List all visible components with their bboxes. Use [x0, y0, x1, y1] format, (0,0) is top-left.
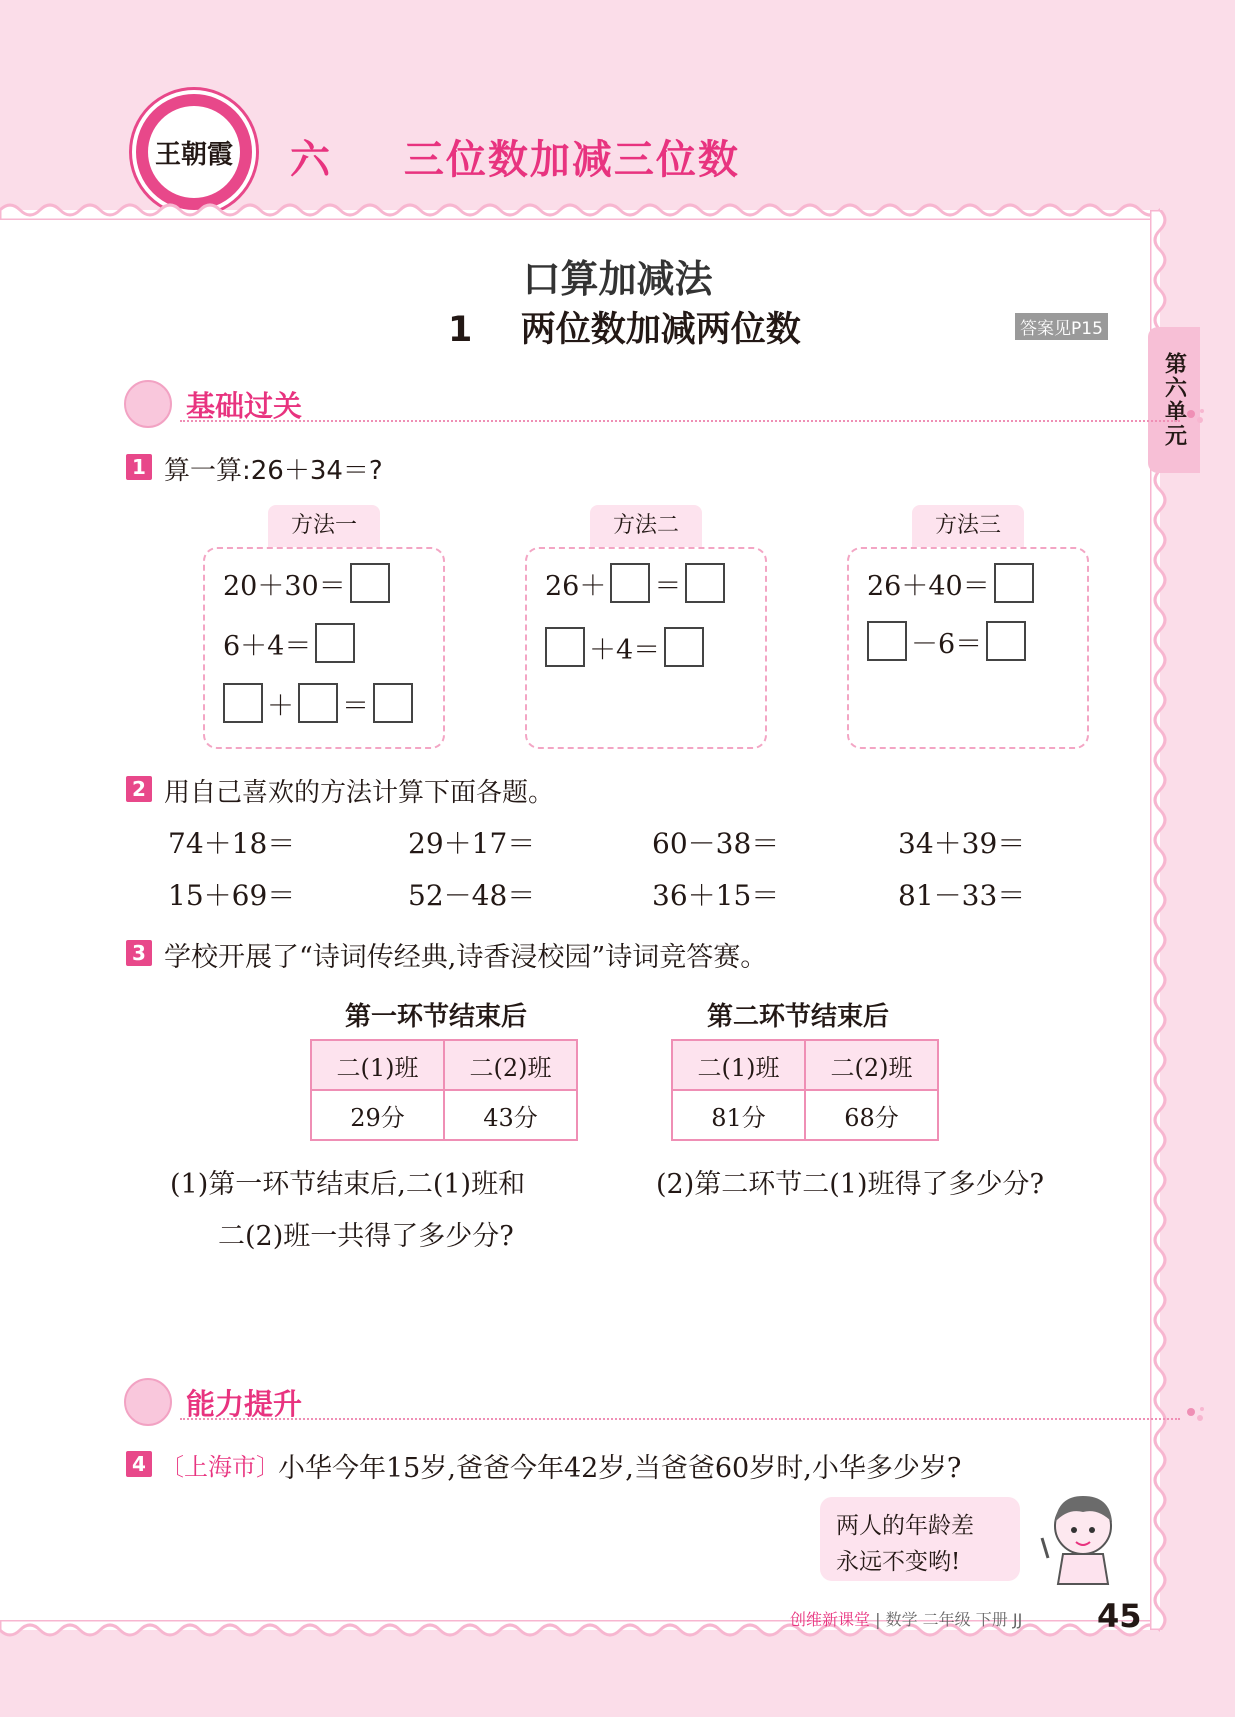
dots-decoration-icon	[1186, 1406, 1206, 1422]
equation-text: 26＋	[545, 570, 607, 602]
method-box	[847, 547, 1089, 749]
question-number: 2	[126, 776, 152, 802]
section-title: 能力提升	[186, 1387, 303, 1421]
lesson-name: 两位数加减两位数	[520, 310, 801, 350]
equation-text: ＝	[342, 690, 369, 722]
wave-border-top	[0, 196, 1160, 220]
equation	[867, 621, 1026, 661]
table-header: 二(2)班	[805, 1040, 938, 1090]
section-title: 基础过关	[186, 389, 303, 423]
practice-problem: 52－48＝	[408, 879, 536, 912]
section-header-basic	[124, 380, 1214, 424]
footer-brand: 创维新课堂	[790, 1610, 871, 1629]
answer-blank[interactable]	[373, 683, 413, 723]
practice-problem: 81－33＝	[898, 879, 1026, 912]
practice-problem: 36＋15＝	[652, 879, 780, 912]
unit-title	[290, 128, 740, 185]
score-table	[671, 1039, 939, 1141]
practice-problem: 15＋69＝	[168, 879, 296, 912]
answer-reference: 答案见P15	[1015, 313, 1108, 340]
equation-text: ＝	[654, 570, 682, 602]
hint-line: 永远不变哟!	[836, 1549, 961, 1575]
dots-decoration-icon	[1186, 408, 1206, 424]
dotted-divider	[180, 1418, 1180, 1420]
lesson-category: 口算加减法	[522, 257, 713, 301]
method-tab: 方法一	[268, 505, 380, 547]
practice-problem: 34＋39＝	[898, 827, 1026, 860]
equation-text: 6＋4＝	[223, 630, 312, 662]
table-cell: 43分	[444, 1090, 577, 1140]
answer-blank[interactable]	[350, 563, 390, 603]
answer-blank[interactable]	[223, 683, 263, 723]
method-box	[525, 547, 767, 749]
equation-text: ＋	[267, 690, 294, 722]
lesson-title	[448, 302, 801, 352]
question-text: 算一算:26＋34＝?	[164, 456, 383, 486]
logo-text: 王朝霞	[148, 106, 240, 198]
equation	[223, 683, 413, 723]
sub-question-1-cont: 二(2)班一共得了多少分?	[218, 1221, 514, 1252]
answer-blank[interactable]	[298, 683, 338, 723]
boy-character-icon	[1038, 1488, 1128, 1588]
unit-name: 三位数加减三位数	[403, 137, 740, 183]
answer-blank[interactable]	[685, 563, 725, 603]
table-cell: 68分	[805, 1090, 938, 1140]
lesson-number: 1	[448, 310, 473, 350]
practice-problem: 60－38＝	[652, 827, 780, 860]
equation	[545, 563, 725, 603]
unit-number: 六	[290, 137, 332, 183]
answer-blank[interactable]	[664, 627, 704, 667]
girl-avatar-icon	[124, 380, 172, 428]
score-table	[310, 1039, 578, 1141]
table-cell: 29分	[311, 1090, 444, 1140]
table-cell: 81分	[672, 1090, 805, 1140]
footer-meta: | 数学 二年级 下册 JJ	[875, 1610, 1023, 1629]
table-header: 二(2)班	[444, 1040, 577, 1090]
practice-problem: 29＋17＝	[408, 827, 536, 860]
table-caption: 第一环节结束后	[345, 1002, 528, 1032]
page-number: 45	[1097, 1597, 1142, 1635]
method-tab: 方法二	[590, 505, 702, 547]
equation-text: ＋4＝	[589, 634, 661, 666]
question-number: 1	[126, 454, 152, 480]
answer-blank[interactable]	[610, 563, 650, 603]
equation	[223, 623, 355, 663]
equation-text: －6＝	[911, 628, 983, 660]
table-header: 二(1)班	[672, 1040, 805, 1090]
equation	[223, 563, 390, 603]
question-number: 3	[126, 940, 152, 966]
question-text: 小华今年15岁,爸爸今年42岁,当爸爸60岁时,小华多少岁?	[278, 1453, 962, 1484]
equation	[867, 563, 1034, 603]
question-text: 用自己喜欢的方法计算下面各题。	[164, 778, 555, 808]
answer-blank[interactable]	[545, 627, 585, 667]
girl-avatar-icon	[124, 1378, 172, 1426]
equation-text: 20＋30＝	[223, 570, 346, 602]
question-number: 4	[126, 1451, 152, 1477]
table-header: 二(1)班	[311, 1040, 444, 1090]
answer-blank[interactable]	[986, 621, 1026, 661]
method-tab: 方法三	[912, 505, 1024, 547]
footer-info	[790, 1607, 1022, 1630]
question-source: 〔上海市〕	[160, 1453, 280, 1481]
side-tab-label: 第六单元	[1161, 352, 1187, 448]
equation-text: 26＋40＝	[867, 570, 990, 602]
practice-problem: 74＋18＝	[168, 827, 296, 860]
sub-question-1: (1)第一环节结束后,二(1)班和	[170, 1169, 526, 1200]
answer-blank[interactable]	[994, 563, 1034, 603]
answer-blank[interactable]	[315, 623, 355, 663]
hint-bubble	[820, 1497, 1020, 1581]
method-box	[203, 547, 445, 749]
question-text: 学校开展了“诗词传经典,诗香浸校园”诗词竞答赛。	[164, 942, 768, 973]
dotted-divider	[180, 420, 1180, 422]
equation	[545, 627, 704, 667]
answer-blank[interactable]	[867, 621, 907, 661]
sub-question-2: (2)第二环节二(1)班得了多少分?	[656, 1169, 1044, 1200]
hint-line: 两人的年龄差	[836, 1513, 974, 1539]
section-header-advanced	[124, 1378, 1214, 1422]
table-caption: 第二环节结束后	[707, 1002, 890, 1032]
